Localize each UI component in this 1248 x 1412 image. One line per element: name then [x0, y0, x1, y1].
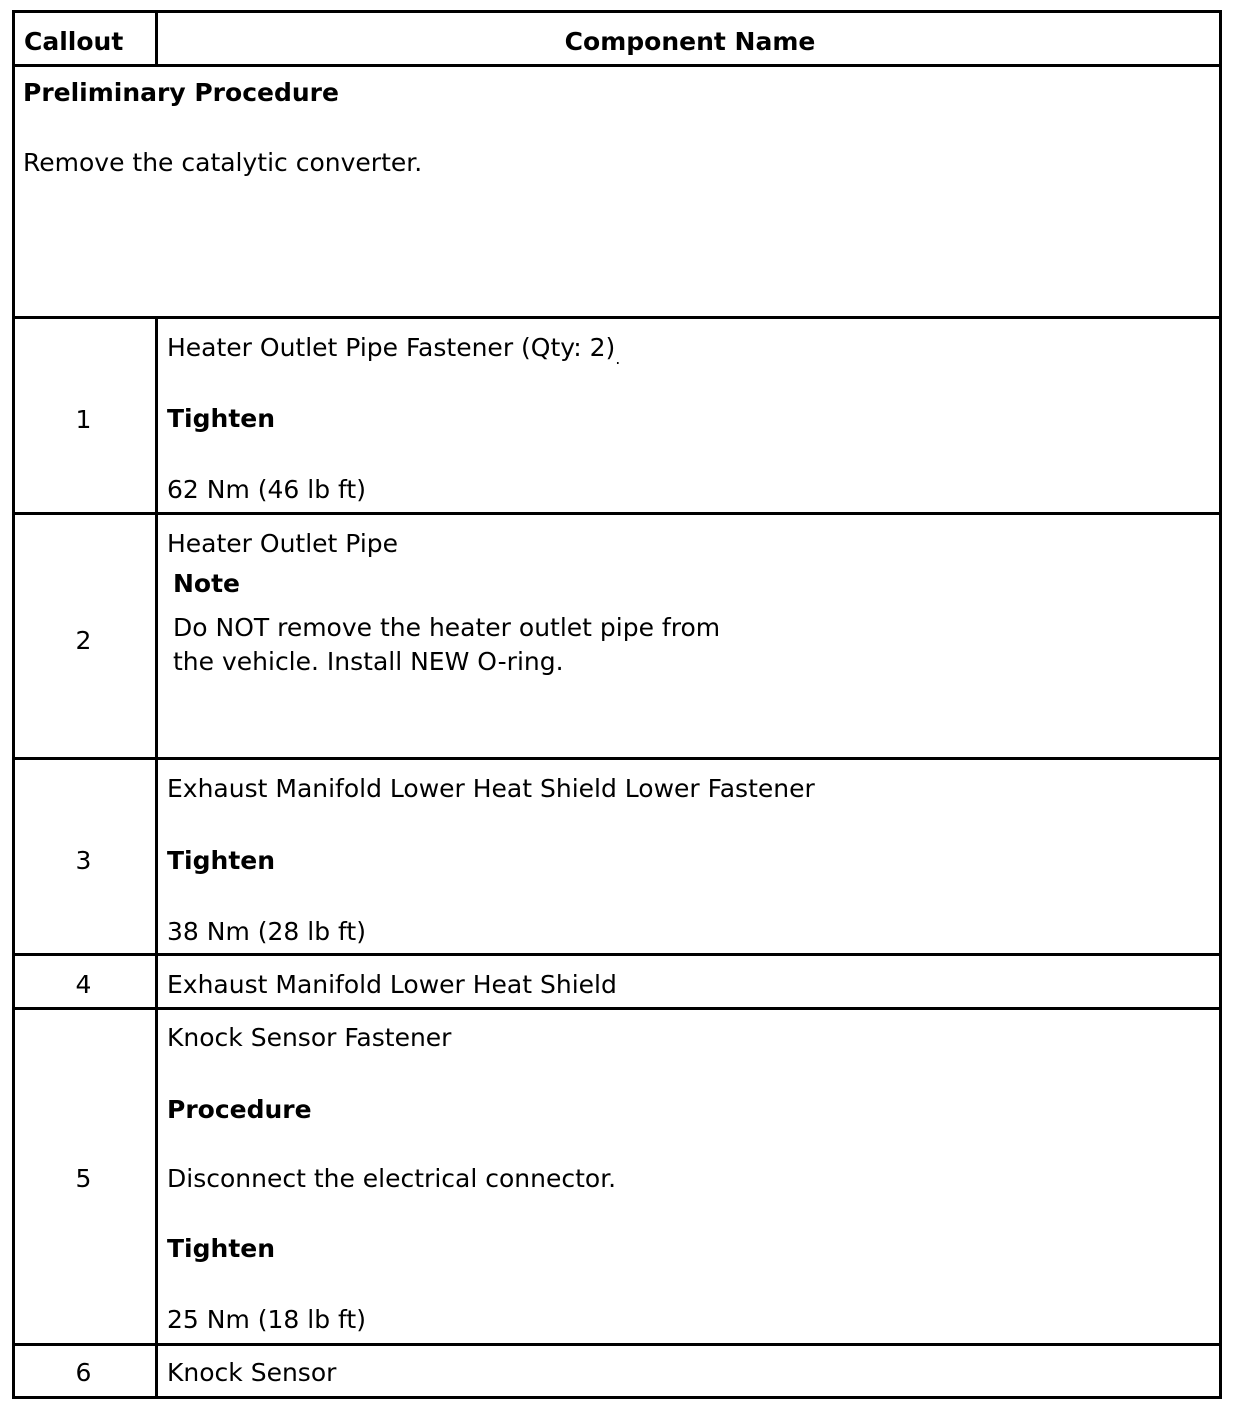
row-divider	[12, 512, 1222, 515]
row-divider	[12, 953, 1222, 956]
row-divider	[12, 757, 1222, 760]
note-label: Note	[173, 569, 241, 598]
component-name: Knock Sensor Fastener	[167, 1023, 452, 1052]
callout-number: 3	[75, 846, 92, 875]
component-name: Exhaust Manifold Lower Heat Shield Lower Fastener	[167, 774, 815, 803]
torque-value: 25 Nm (18 lb ft)	[167, 1305, 366, 1334]
header-divider	[12, 64, 1222, 67]
component-name: Exhaust Manifold Lower Heat Shield	[167, 970, 617, 999]
row-divider	[12, 1007, 1222, 1010]
callout-number: 6	[75, 1358, 92, 1387]
callout-number: 4	[75, 970, 92, 999]
torque-value: 38 Nm (28 lb ft)	[167, 917, 366, 946]
table-border-bottom	[12, 1396, 1222, 1399]
note-text-line: Do NOT remove the heater outlet pipe from	[173, 613, 721, 642]
header-component-name: Component Name	[564, 27, 816, 56]
table-border-top	[12, 10, 1222, 13]
component-name: Heater Outlet Pipe	[167, 529, 399, 558]
row-divider	[12, 1343, 1222, 1346]
tighten-label: Tighten	[167, 404, 276, 433]
preliminary-title: Preliminary Procedure	[23, 78, 339, 107]
component-name: Heater Outlet Pipe Fastener (Qty: $2)_.$	[167, 333, 621, 368]
row-divider	[12, 316, 1222, 319]
tighten-label: Tighten	[167, 846, 276, 875]
procedure-label: Procedure	[167, 1095, 312, 1124]
callout-number: 2	[75, 626, 92, 655]
note-text-line: the vehicle. Install NEW O-ring.	[173, 647, 564, 676]
torque-value: 62 Nm (46 lb ft)	[167, 475, 366, 504]
callout-number: 1	[75, 405, 92, 434]
tighten-label: Tighten	[167, 1234, 276, 1263]
column-divider	[155, 316, 158, 1399]
preliminary-text: Remove the catalytic converter.	[23, 148, 423, 177]
callout-number: 5	[75, 1164, 92, 1193]
component-name: Knock Sensor	[167, 1358, 337, 1387]
header-callout: Callout	[24, 27, 124, 56]
procedure-text: Disconnect the electrical connector.	[167, 1164, 617, 1193]
table-border-right	[1219, 10, 1222, 1399]
